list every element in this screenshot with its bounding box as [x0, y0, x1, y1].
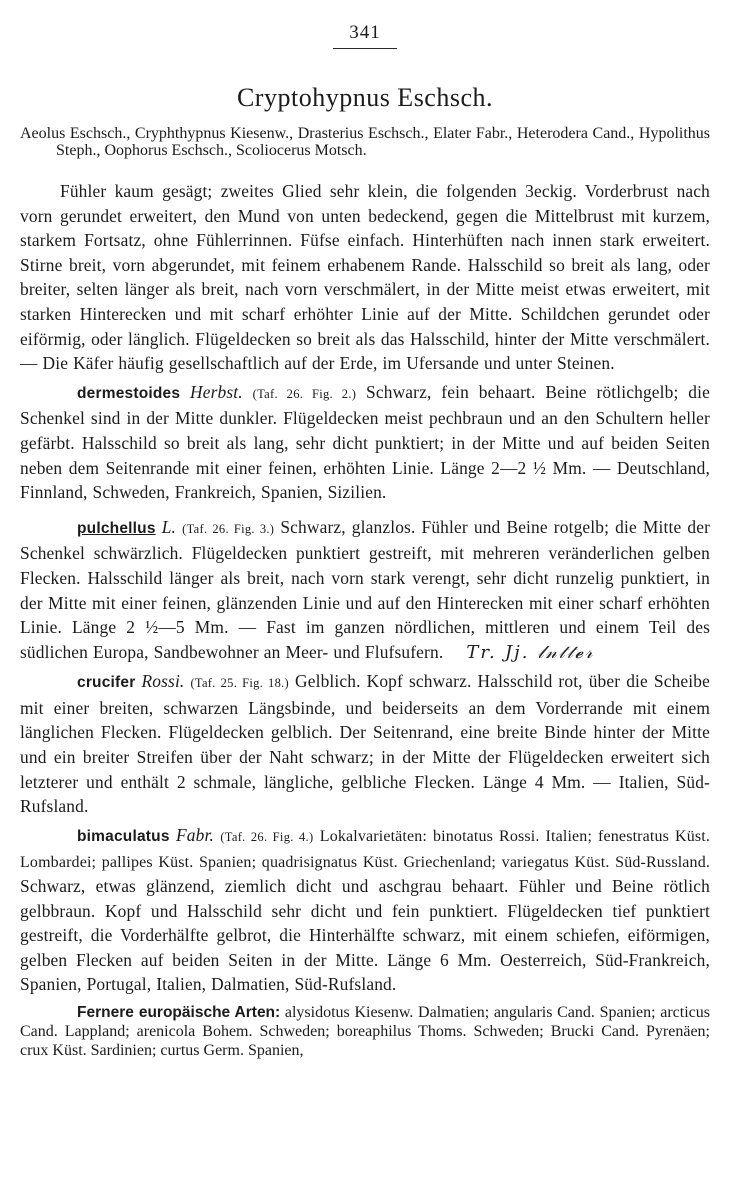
- species-name: bimaculatus: [77, 827, 170, 845]
- genus-synonyms: Aeolus Eschsch., Cryphthypnus Kiesenw., Drasterius Eschsch., Elater Fabr., Heterodera Cand., Hypolithus Steph., Oophorus Eschsch., Scoliocerus Motsch.: [20, 125, 710, 159]
- species-entry-bimaculatus: [20, 823, 710, 997]
- species-head-spacer: [20, 825, 77, 845]
- species-entry-dermestoides: [20, 380, 710, 505]
- genus-description: Fühler kaum gesägt; zweites Glied sehr klein, die folgenden 3eckig. Vorderbrust nach vorn gerundet erweitert, den Mund von unten bedeckend, gegen die Mittelbrust mit kurzem, starkem Fortsatz, ohne Fühlerrinnen. Füfse einfach. Hinterhüften nach innen stark erweitert. Stirne breit, vorn abgerundet, mit feinem erhabenem Rande. Halsschild so breit als lang, oder breiter, selten länger als breit, nach vorn verschmälert, in der Mitte meist etwas erweitert, mit starken Hinterecken und mit scharf erhöhter Linie auf der Mitte. Schildchen gerundet oder eiförmig, oder länglich. Flügeldecken so breit als das Halsschild, hinter der Mitte verschmälert. — Die Käfer häufig gesellschaftlich auf der Erde, im Ufersande und unter Steinen.: [20, 181, 710, 374]
- species-authority: Herbst.: [190, 381, 243, 402]
- species-description: Gelblich. Kopf schwarz. Halsschild rot, über die Scheibe mit einer breiten, schwarzen Längsbinde, und beiderseits an dem Vorderrande mit einem länglichen Flecken. Flügeldecken gelblich. Der Seitenrand, eine breite Binde hinter der Mitte und ein breiter Streifen über der Naht schwarz; in der Mitte der Flügeldecken erweitert sich letzterer und enthält 2 schmale, längliche, gelbliche Flecken. Länge 4 Mm. — Italien, Süd-Rufsland.: [20, 671, 711, 817]
- species-entry-pulchellus: [20, 515, 710, 666]
- species-head-spacer: [20, 517, 77, 537]
- local-varieties: Lokalvarietäten: binotatus Rossi. Italien; fenestratus Küst. Lombardei; pallipes Küst. Spanien; quadrisignatus Küst. Griechenland; variegatus Küst. Süd-Russland.: [20, 827, 710, 872]
- species-name: crucifer: [77, 674, 136, 692]
- species-description: Schwarz, etwas glänzend, ziemlich dicht und aschgrau behaart. Fühler und Beine rötlich gelbbraun. Kopf und Halsschild sehr dicht und fein punktiert. Flügeldecken tief punktiert gestreift, die Vorderhälfte gelbrot, die Hinterhälfte schwarz, mit einem schiefen, eiförmigen, gelben Flecken auf beiden Seiten in der Mitte. Länge 6 Mm. Oesterreich, Süd-Frankreich, Spanien, Portugal, Italien, Dalmatien, Süd-Rufsland.: [20, 876, 710, 995]
- species-authority: Rossi.: [141, 671, 185, 692]
- species-name: pulchellus: [77, 519, 156, 537]
- handwritten-annotation: Tr. Jj. 𝓁𝓃𝓉𝓉𝓮𝓇: [466, 641, 595, 663]
- page-number: 341: [349, 22, 381, 43]
- book-page: [20, 22, 710, 1060]
- species-description: Schwarz, fein behaart. Beine rötlichgelb; die Schenkel sind in der Mitte dunkler. Flügeldecken meist pechbraun und an den Schultern heller gefärbt. Halsschild so breit als lang, sehr dicht punktiert; in der Mitte und auf beiden Seiten neben dem Seitenrande mit einer feinen, erhöhten Linie. Länge 2—2 ½ Mm. — Deutschland, Finnland, Schweden, Frankreich, Spanien, Sizilien.: [20, 381, 710, 503]
- plate-reference: (Taf. 25. Fig. 18.): [190, 676, 290, 691]
- genus-title: Cryptohypnus Eschsch.: [236, 83, 494, 112]
- plate-reference: (Taf. 26. Fig. 4.): [220, 829, 314, 844]
- plate-reference: (Taf. 26. Fig. 3.): [182, 521, 275, 536]
- species-entry-crucifer: [20, 669, 710, 819]
- species-head-spacer: [20, 382, 77, 402]
- species-authority: L.: [161, 516, 177, 537]
- page-number-rule: [333, 48, 397, 49]
- species-description: Schwarz, glanzlos. Fühler und Beine rotgelb; die Mitte der Schenkel schwärzlich. Flügeldecken punktiert gestreift, mit mehreren veränderlichen gelben Flecken. Halsschild länger als breit, nach vorn stark verengt, sehr dicht runzelig punktiert, in der Mitte mit einer feinen, glänzenden Linie und auf den Hinterecken mit einer scharf erhöhten Linie. Länge 2 ½—5 Mm. — Fast im ganzen nördlichen, mittleren und einem Teil des südlichen Europa, Sandbewohner an Meer- und Flufsufern.: [20, 516, 711, 662]
- species-authority: Fabr.: [176, 824, 214, 845]
- species-name: dermestoides: [77, 384, 181, 402]
- other-species-list: alysidotus Kiesenw. Dalmatien; angularis Cand. Spanien; arcticus Cand. Lappland; arenicola Bohem. Schweden; boreaphilus Thoms. Schweden; Brucki Cand. Pyrenäen; crux Küst. Sardinien; curtus Germ. Spanien,: [20, 1004, 710, 1059]
- other-european-species: [20, 1003, 710, 1060]
- plate-reference: (Taf. 26. Fig. 2.): [252, 386, 357, 401]
- species-head-spacer: [20, 671, 77, 691]
- other-species-heading: Fernere europäische Arten:: [77, 1004, 281, 1021]
